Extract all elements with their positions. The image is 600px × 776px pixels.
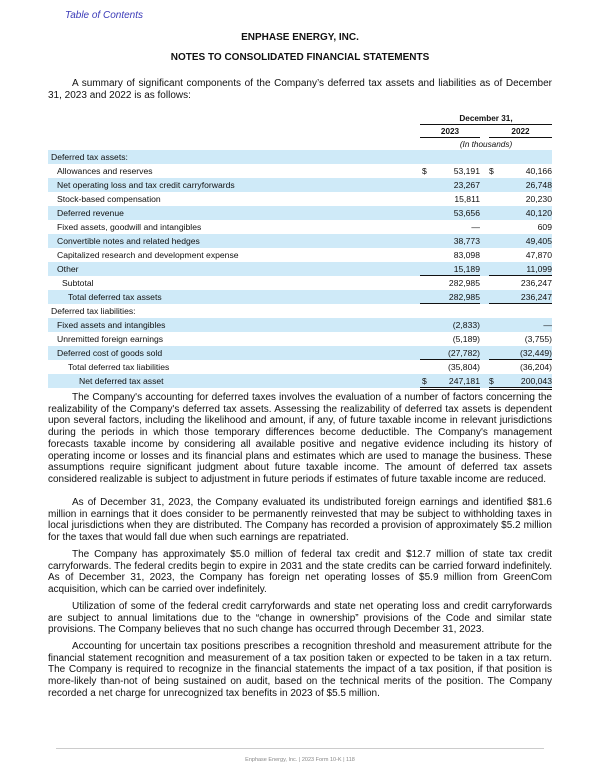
row-label: Stock-based compensation	[57, 194, 161, 204]
currency-2022: $	[489, 166, 494, 176]
value-2022: —	[543, 320, 552, 330]
value-2022: 49,405	[525, 236, 552, 246]
table-row	[48, 262, 552, 276]
period-header: December 31,	[459, 114, 513, 123]
value-2023: (5,189)	[452, 334, 480, 344]
row-label: Unremitted foreign earnings	[57, 334, 164, 344]
value-2023: 53,191	[453, 166, 480, 176]
paragraph-uncertain-tax-positions	[48, 641, 552, 700]
row-label: Allowances and reserves	[57, 166, 153, 176]
value-2023: —	[471, 222, 480, 232]
currency-2023: $	[422, 166, 427, 176]
currency-2022: $	[489, 376, 494, 386]
value-2023: (2,833)	[452, 320, 480, 330]
table-row	[48, 374, 552, 388]
footer-divider	[56, 748, 544, 749]
header-rule	[420, 124, 552, 125]
value-2023: 282,985	[448, 292, 480, 302]
row-label: Total deferred tax liabilities	[68, 362, 170, 372]
paragraph-text: Utilization of some of the federal credit carryforwards and state net operating loss and credit carryforwards are subject to annual limitations due to the “change in ownership” provisions of the Code and similar state provisions. The Company believes that no such change has occurred through December 31, 2023.	[48, 601, 552, 636]
value-2022: (36,204)	[519, 362, 552, 372]
row-label: Total deferred tax assets	[68, 292, 162, 302]
row-label: Deferred tax liabilities:	[51, 306, 136, 316]
paragraph-text: The Company's accounting for deferred taxes involves the evaluation of a number of factors concerning the realizability of the Company's deferred tax assets. Assessing the realizability of deferred tax assets is dependent upon several factors, including the likelihood and amount, if any, of future taxable income in relevant jurisdictions during the periods in which those temporary differences become deductible. The Company's management forecasts taxable income by considering all available positive and negative evidence including its history of operating income or losses and its financial plans and estimates which are used to manage the business. These assumptions require significant judgment about future taxable income. The amount of deferred tax assets considered realizable is subject to adjustment in future periods if estimates of future taxable income are reduced.	[48, 392, 552, 485]
table-row	[48, 206, 552, 220]
table-row	[48, 150, 552, 164]
value-2023: (35,804)	[447, 362, 480, 372]
double-underline-2023	[420, 387, 480, 390]
value-2022: 200,043	[520, 376, 552, 386]
value-2022: 236,247	[520, 278, 552, 288]
value-2022: 47,870	[525, 250, 552, 260]
section-title: NOTES TO CONSOLIDATED FINANCIAL STATEMENTS	[170, 52, 430, 63]
row-label: Subtotal	[62, 278, 94, 288]
value-2023: 83,098	[453, 250, 480, 260]
paragraph-text: As of December 31, 2023, the Company evaluated its undistributed foreign earnings and identified $81.6 million in earnings that it does consider to be permanently reinvested that may be subject to withholding taxes in local jurisdictions when they are distributed. The Company has recorded a provision of approximately $5.2 million for the taxes that would fall due when such earnings are repatriated.	[48, 497, 552, 544]
table-row	[48, 346, 552, 360]
table-header	[48, 112, 552, 150]
value-2022: 40,166	[525, 166, 552, 176]
table-row	[48, 178, 552, 192]
currency-2023: $	[422, 376, 427, 386]
table-row	[48, 248, 552, 262]
value-2022: 236,247	[520, 292, 552, 302]
value-2023: 282,985	[448, 278, 480, 288]
company-title: ENPHASE ENERGY, INC.	[241, 32, 359, 43]
value-2022: 40,120	[525, 208, 552, 218]
table-row	[48, 290, 552, 304]
value-2022: 609	[537, 222, 552, 232]
row-label: Net deferred tax asset	[79, 376, 164, 386]
table-row	[48, 360, 552, 374]
value-2023: (27,782)	[447, 348, 480, 358]
value-2022: 20,230	[525, 194, 552, 204]
value-2023: 23,267	[453, 180, 480, 190]
row-label: Deferred tax assets:	[51, 152, 128, 162]
row-label: Net operating loss and tax credit carryforwards	[57, 180, 235, 190]
table-row	[48, 234, 552, 248]
paragraph-foreign-earnings	[48, 497, 552, 544]
value-2023: 15,811	[454, 194, 480, 204]
value-2022: (3,755)	[524, 334, 552, 344]
value-2023: 247,181	[448, 376, 480, 386]
table-of-contents-link[interactable]: Table of Contents	[65, 10, 144, 21]
table-row	[48, 220, 552, 234]
paragraph-text: The Company has approximately $5.0 million of federal tax credit and $12.7 million of state tax credit carryforwards. The federal credits begin to expire in 2031 and the state credits can be carried forward indefinitely. As of December 31, 2023, the Company has foreign net operating losses of $5.9 million from GreenCom acquisition, which can be carried over indefinitely.	[48, 549, 552, 596]
table-row	[48, 164, 552, 178]
col-2022-header: 2022	[511, 127, 530, 136]
row-label: Capitalized research and development expense	[57, 250, 239, 260]
table-row	[48, 276, 552, 290]
row-label: Fixed assets and intangibles	[57, 320, 166, 330]
units-label: (In thousands)	[459, 140, 513, 149]
value-2023: 38,773	[453, 236, 480, 246]
table-row	[48, 318, 552, 332]
table-row	[48, 304, 552, 318]
col-2022-rule	[489, 137, 552, 138]
paragraph-tax-credits	[48, 549, 552, 596]
table-row	[48, 192, 552, 206]
page-footer: Enphase Energy, Inc. | 2023 Form 10-K | 118	[245, 757, 355, 763]
deferred-tax-table	[48, 112, 552, 388]
value-2023: 53,656	[453, 208, 480, 218]
col-2023-rule	[420, 137, 480, 138]
paragraph-utilization-limits	[48, 601, 552, 636]
value-2022: 11,099	[526, 264, 552, 274]
intro-text: A summary of significant components of the Company’s deferred tax assets and liabilities as of December 31, 2023 and 2022 is as follows:	[48, 78, 552, 101]
value-2023: 15,189	[453, 264, 480, 274]
value-2022: (32,449)	[519, 348, 552, 358]
value-2022: 26,748	[525, 180, 552, 190]
col-2023-header: 2023	[440, 127, 460, 136]
paragraph-deferred-tax-evaluation	[48, 392, 552, 486]
row-label: Fixed assets, goodwill and intangibles	[57, 222, 202, 232]
row-label: Convertible notes and related hedges	[57, 236, 200, 246]
row-label: Deferred cost of goods sold	[57, 348, 163, 358]
table-row	[48, 332, 552, 346]
intro-paragraph	[48, 78, 552, 101]
double-underline-2022	[489, 387, 552, 390]
row-label: Deferred revenue	[57, 208, 124, 218]
row-label: Other	[57, 264, 79, 274]
paragraph-text: Accounting for uncertain tax positions prescribes a recognition threshold and measurement attribute for the financial statement recognition and measurement of a tax position taken or expected to be taken in a tax return. The Company is required to recognize in the financial statements the impact of a tax position, if that position is more-likely than-not of being sustained on audit, based on the technical merits of the position. The Company recorded a net charge for unrecognized tax benefits in 2023 of $5.5 million.	[48, 641, 552, 699]
